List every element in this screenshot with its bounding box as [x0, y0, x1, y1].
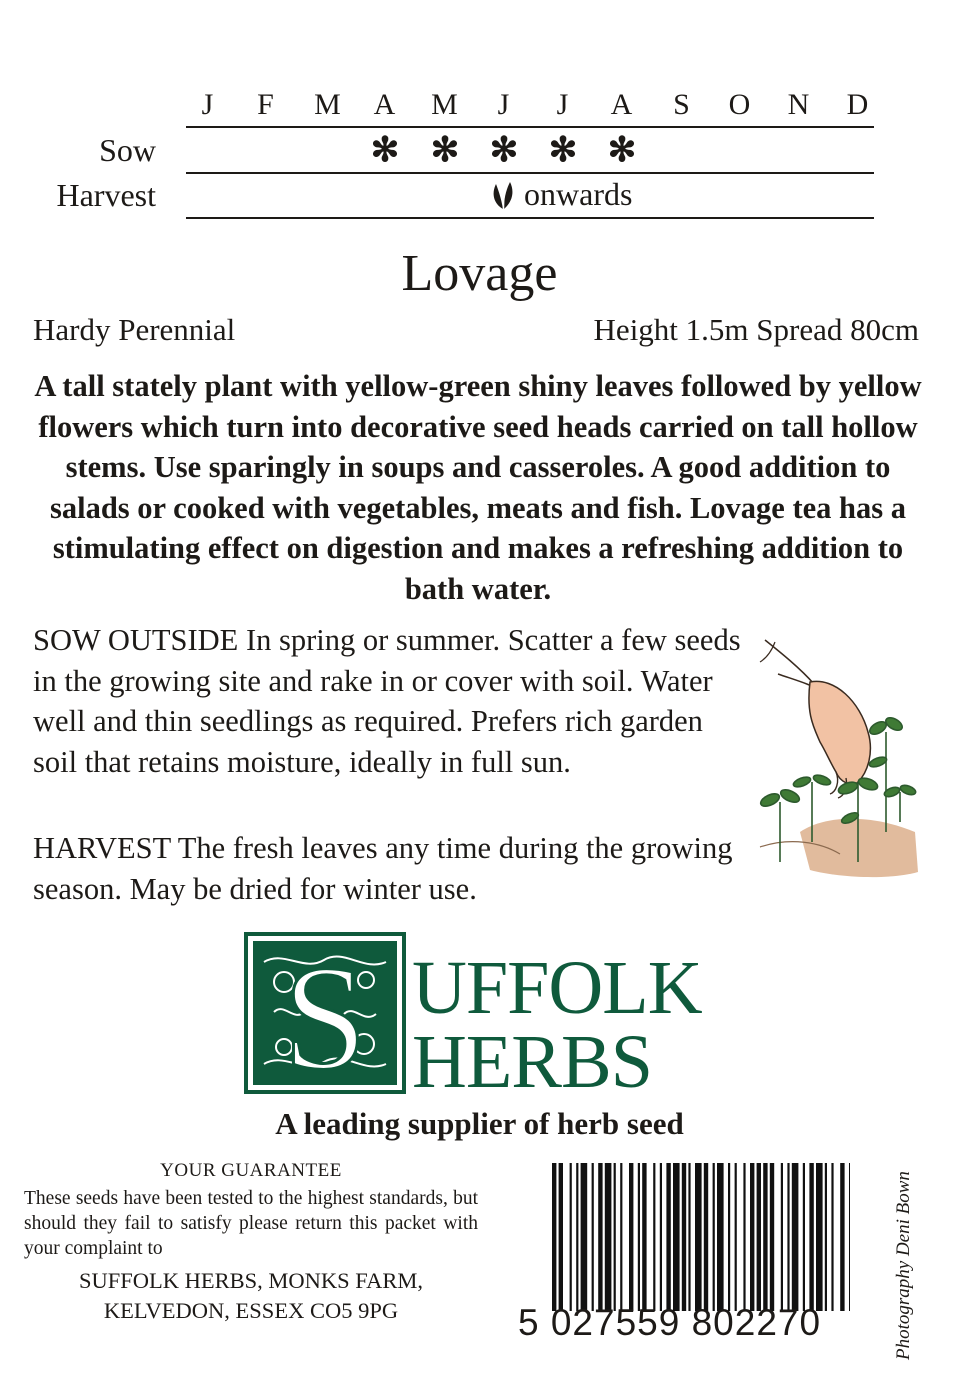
barcode-bar [620, 1163, 622, 1311]
barcode-bar [781, 1163, 783, 1311]
barcode-bar [614, 1163, 616, 1311]
plant-title: Lovage [401, 245, 558, 302]
month-label: M [431, 88, 459, 121]
harvest-onwards-text: onwards [524, 176, 633, 212]
barcode-bar [717, 1163, 724, 1311]
photo-credit: Photography Deni Bown [893, 1171, 914, 1360]
month-label: J [497, 88, 511, 121]
barcode-bar [728, 1163, 730, 1311]
sow-star-icon: ✻ [430, 132, 460, 169]
ornamental-s-icon [244, 932, 406, 1094]
month-label: S [673, 88, 691, 121]
month-label: N [787, 88, 811, 121]
barcode-bar [581, 1163, 588, 1311]
sow-star-icon: ✻ [607, 132, 637, 169]
month-label: F [257, 88, 275, 121]
month-label: D [846, 88, 870, 121]
month-label: M [314, 88, 342, 121]
sow-star-icon: ✻ [489, 132, 519, 169]
barcode-bar [666, 1163, 670, 1311]
barcode-bar [757, 1163, 761, 1311]
barcode-bar [688, 1163, 690, 1311]
barcode-bar [559, 1163, 563, 1311]
barcode-bar [770, 1163, 774, 1311]
barcode-bar [629, 1163, 633, 1311]
calendar-rule [186, 126, 874, 128]
barcode-bar [713, 1163, 715, 1311]
barcode-bar [849, 1163, 850, 1311]
barcode-bar [653, 1163, 655, 1311]
barcode-number: 5 027559 802270 [518, 1302, 822, 1343]
barcode [552, 1163, 850, 1311]
sowing-calendar [0, 0, 959, 230]
brand-tagline: A leading supplier of herb seed [275, 1106, 684, 1141]
logo-word-herbs: HERBS [412, 1020, 652, 1104]
suffolk-herbs-logo [244, 932, 714, 1104]
plant-description: A tall stately plant with yellow-green shiny leaves followed by yellow flowers which turn into decorative seed heads carried on tall hollow stems. Use sparingly in soups and casseroles. A good addition to salads or cooked with vegetables, meats and fish. Lovage tea has a stimulating effect on digestion and makes a refreshing addition to bath water. [34, 369, 922, 606]
harvest-row-label: Harvest [56, 177, 156, 213]
barcode-bar [638, 1163, 640, 1311]
month-label: J [556, 88, 570, 121]
sowing-illustration [740, 632, 920, 882]
sow-instructions [33, 620, 753, 782]
month-label: A [373, 88, 397, 121]
address-line-2: KELVEDON, ESSEX CO5 9PG [103, 1298, 399, 1323]
harvest-heading: HARVEST [33, 831, 171, 865]
barcode-bar [673, 1163, 680, 1311]
barcode-bar [695, 1163, 702, 1311]
barcode-bar [763, 1163, 767, 1311]
logo-initial: S [283, 935, 367, 1094]
barcode-bar [605, 1163, 612, 1311]
barcode-bar [803, 1163, 805, 1311]
leaf-icon [490, 180, 516, 210]
barcode-bar [682, 1163, 686, 1311]
barcode-bar [840, 1163, 844, 1311]
month-label: J [201, 88, 215, 121]
harvest-instructions [33, 828, 753, 909]
barcode-bar [809, 1163, 813, 1311]
barcode-bar [552, 1163, 556, 1311]
barcode-bar [592, 1163, 594, 1311]
sow-text: In spring or summer. Scatter a few seeds in the growing site and rake in or cover with soil. Water well and thin seedlings as required. Prefers rich garden soil that retains moisture, ideally in full sun. [33, 623, 741, 779]
sow-star-icon: ✻ [548, 132, 578, 169]
barcode-bar [831, 1163, 833, 1311]
barcode-bar [825, 1163, 827, 1311]
barcode-bar [735, 1163, 737, 1311]
barcode-bar [576, 1163, 578, 1311]
harvest-text: The fresh leaves any time during the growing season. May be dried for winter use. [33, 831, 733, 906]
barcode-bar [750, 1163, 754, 1311]
month-label: O [728, 88, 752, 121]
calendar-rule [186, 217, 874, 219]
plant-dimensions: Height 1.5m Spread 80cm [593, 312, 919, 347]
barcode-bar [792, 1163, 799, 1311]
sow-heading: SOW OUTSIDE [33, 623, 239, 657]
barcode-bar [642, 1163, 646, 1311]
barcode-bar [570, 1163, 572, 1311]
barcode-bar [704, 1163, 708, 1311]
month-label: A [610, 88, 634, 121]
calendar-rule [186, 172, 874, 174]
guarantee-title: YOUR GUARANTEE [160, 1160, 342, 1181]
barcode-bar [743, 1163, 745, 1311]
sow-star-icon: ✻ [370, 132, 400, 169]
barcode-bar [787, 1163, 789, 1311]
guarantee-text: These seeds have been tested to the highest standards, but should they fail to satisfy please return this packet with your complaint to [24, 1188, 478, 1259]
barcode-bar [660, 1163, 662, 1311]
barcode-bar [598, 1163, 602, 1311]
logo-word-suffolk: UFFOLK [412, 946, 702, 1030]
harvest-marker [490, 176, 632, 213]
plant-type: Hardy Perennial [33, 312, 236, 347]
barcode-bar [816, 1163, 823, 1311]
address-line-1: SUFFOLK HERBS, MONKS FARM, [78, 1268, 424, 1293]
sow-row-label: Sow [99, 132, 156, 168]
